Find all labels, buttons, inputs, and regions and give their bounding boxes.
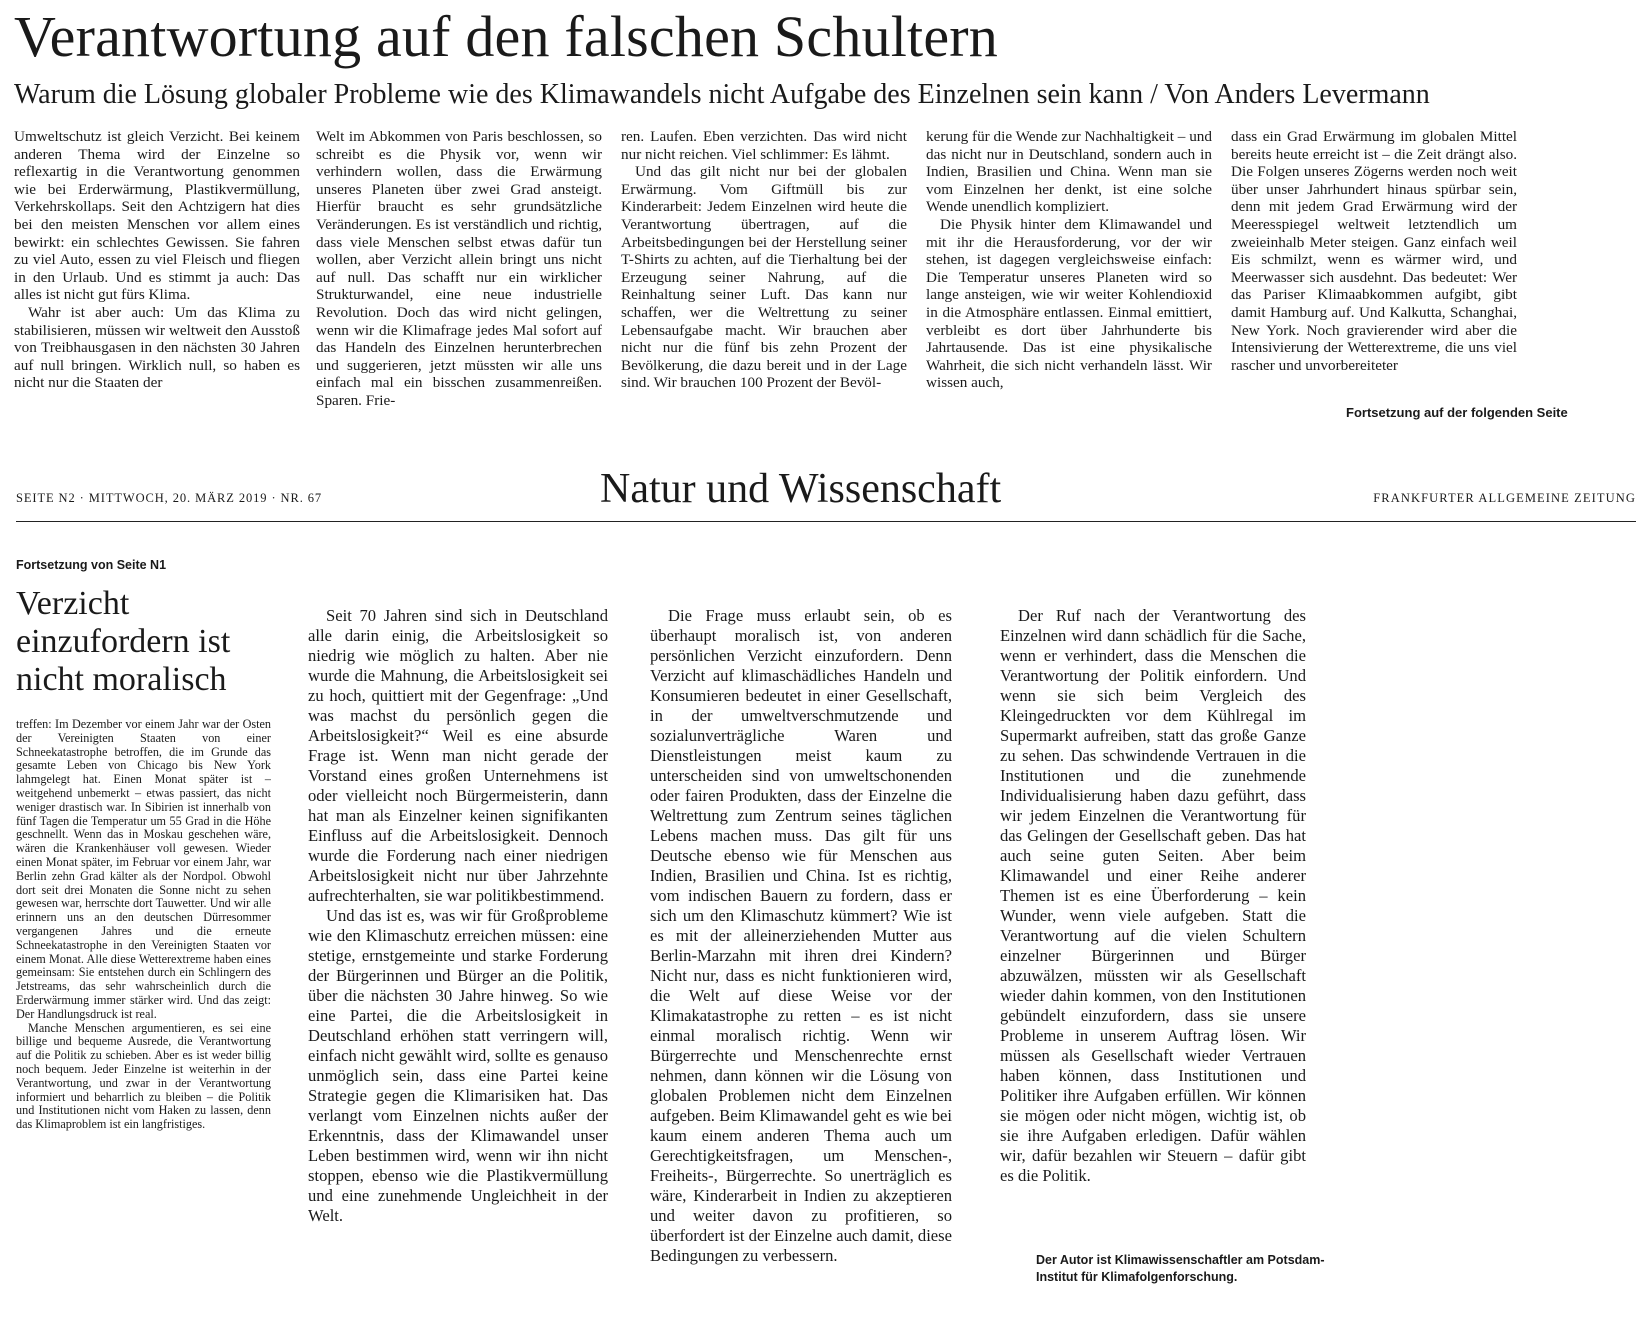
continuation-headline: Verzicht einzufordern ist nicht moralisch (16, 585, 231, 698)
paragraph: Manche Menschen argumentieren, es sei eine billige und bequeme Ausrede, die Verantwortung auf die Politik zu schieben. Aber es ist weder billig noch bequem. Jeder Einzelne ist weiterhin in der Verantwortung, und zwar in der Verantwortung informiert und beharrlich zu bleiben – die Politik und Institutionen nicht vom Haken zu lassen, denn das Klimaproblem ist ein langfristiges. (16, 1020, 271, 1132)
paragraph: Und das ist es, was wir für Großprobleme wie den Klimaschutz erreichen müssen: eine stetige, ernstgemeinte und starke Forderung der Bürgerinnen und Bürger an die Politik, über die nächsten 30 Jahre hinweg. So wie eine Partei, die die Arbeitslosigkeit in Deutschland erhöhen statt verringern will, einfach nicht gewählt wird, sollte es genauso unmöglich sein, dass eine Partei keine Strategie gegen die Klimarisiken hat. Das verlangt vom Einzelnen nichts außer der Erkenntnis, dass der Klimawandel unser Leben bestimmen wird, wenn wir ihn nicht stoppen, ebenso wie die Plastikvermüllung und eine zunehmende Ungleichheit in der Welt. (308, 906, 608, 1225)
continuation-column-3 (650, 606, 952, 1306)
running-head (16, 463, 1636, 522)
continuation-column-4 (1000, 606, 1306, 1246)
top-column-2 (316, 128, 602, 424)
continued-from-note: Fortsetzung von Seite N1 (16, 558, 167, 572)
paragraph: kerung für die Wende zur Nachhaltigkeit – und das nicht nur in Deutschland, sondern auch in Indien, Brasilien und China. Wenn man sie vom Einzelnen her denkt, ist eine solche Wende unendlich kompliziert. (926, 128, 1212, 216)
author-note: Der Autor ist Klimawissenschaftler am Potsdam-Institut für Klimafolgenforschung. (1036, 1253, 1325, 1284)
paragraph: Die Physik hinter dem Klimawandel und mit ihr die Herausforderung, vor der wir stehen, ist dagegen vergleichsweise einfach: Die Temperatur unseres Planeten wird so lange ansteigen, wie wir weiter Kohlendioxid in die Atmosphäre entlassen. Einmal emittiert, verbleibt es dort über Jahrhunderte bis Jahrtausende. Das ist eine physikalische Wahrheit, die sich nicht verhandeln lässt. Wir wissen auch, (926, 215, 1212, 392)
top-column-3 (621, 128, 907, 424)
page-info: SEITE N2 · MITTWOCH, 20. MÄRZ 2019 · NR. 67 (16, 491, 323, 505)
paragraph: dass ein Grad Erwärmung im globalen Mittel bereits heute erreicht ist – die Zeit drängt also. Die Folgen unseres Zögerns werden noch weit über unser Jahrhundert hinaus spürbar sein, denn mit jedem Grad Erwärmung wird der Meeresspiegel weltweit letztendlich um zweieinhalb Meter steigen. Ganz einfach weil Eis schmilzt, wenn es wärmer wird, und Meerwasser sich ausdehnt. Das bedeutet: Wer das Pariser Klimaabkommen aufgibt, gibt damit Hamburg auf. Und Kalkutta, Schanghai, New York. Noch gravierender wird aber die Intensivierung der Wetterextreme, die uns viel rascher und unvorbereiteter (1231, 128, 1517, 374)
paragraph: Seit 70 Jahren sind sich in Deutschland alle darin einig, die Arbeitslosigkeit so niedrig wie möglich zu halten. Aber nie wurde die Mahnung, die Arbeitslosigkeit sei zu hoch, quittiert mit der Gegenfrage: „Und was machst du persönlich gegen die Arbeitslosigkeit?“ Weil es eine absurde Frage ist. Wenn man nicht gerade der Vorstand eines großen Unternehmens ist oder vielleicht noch Bürgermeisterin, dann hat man als Einzelner keinen signifikanten Einfluss auf die Arbeitslosigkeit. Dennoch wurde die Forderung nach einer niedrigen Arbeitslosigkeit nicht nur über Jahrzehnte aufrechterhalten, sie war politikbestimmend. (308, 606, 608, 905)
continuation-column-2 (308, 606, 608, 1306)
paragraph: Und das gilt nicht nur bei der globalen Erwärmung. Vom Giftmüll bis zur Kinderarbeit: Jedem Einzelnen wird heute die Verantwortung übertragen, auf die Arbeitsbedingungen bei der Herstellung seiner T-Shirts zu achten, auf die Tierhaltung bei der Erzeugung seiner Nahrung, auf die Reinhaltung seiner Luft. Das kann nur schaffen, wer die Weltrettung zu seiner Lebensaufgabe macht. Wir brauchen aber nicht nur die fünf bis zehn Prozent der Bevölkerung, die dazu bereit und in der Lage sind. Wir brauchen 100 Prozent der Bevöl- (621, 163, 907, 392)
continued-note: Fortsetzung auf der folgenden Seite (1346, 405, 1568, 420)
paragraph: Welt im Abkommen von Paris beschlossen, so schreibt es die Physik vor, wenn wir verhindern wollen, dass die Erwärmung unseres Planeten über zwei Grad ansteigt. Hierfür braucht es sehr grundsätzliche Veränderungen. Es ist verständlich und richtig, dass viele Menschen selbst etwas dafür tun wollen, aber Verzicht allein bringt uns nicht auf null. Das schafft nur ein wirklicher Strukturwandel, eine neue industrielle Revolution. Doch das wird nicht gelingen, wenn wir die Klimafrage jedes Mal sofort auf das Handeln des Einzelnen herunterbrechen und suggerieren, jetzt müssten wir alle uns einfach mal ein bisschen zusammenreißen. Sparen. Frie- (316, 128, 602, 409)
paragraph: ren. Laufen. Eben verzichten. Das wird nicht nur nicht reichen. Viel schlimmer: Es lähmt. (621, 128, 907, 163)
paragraph: Umweltschutz ist gleich Verzicht. Bei keinem anderen Thema wird der Einzelne so reflexartig in die Verantwortung genommen wie bei Erderwärmung, Plastikvermüllung, Verkehrskollaps. Seit den Achtzigern hat dies bei den meisten Menschen vor allem eines bewirkt: ein schlechtes Gewissen. Sie fahren zu viel Auto, essen zu viel Fleisch und fliegen in den Urlaub. Und es stimmt ja auch: Das alles ist nicht gut fürs Klima. (14, 128, 300, 304)
article-headline: Verantwortung auf den falschen Schultern (14, 4, 999, 69)
paragraph: Der Ruf nach der Verantwortung des Einzelnen wird dann schädlich für die Sache, wenn er verhindert, dass die Menschen die Verantwortung der Politik einfordern. Und wenn sie sich beim Vergleich des Kleingedruckten vor dem Kühlregal im Supermarkt aufreiben, statt das große Ganze zu sehen. Das schwindende Vertrauen in die Institutionen und die zunehmende Individualisierung haben dazu geführt, dass wir jedem Einzelnen die Verantwortung für das Gelingen der Gesellschaft geben. Das hat auch seine guten Seiten. Aber beim Klimawandel und einer Reihe anderer Themen ist es eine Überforderung – kein Wunder, wenn viele aufgeben. Statt die Verantwortung auf die vielen Schultern einzelner Bürgerinnen und Bürger abzuwälzen, müssten wir als Gesellschaft wieder dahin kommen, von den Institutionen gebündelt einzufordern, dass sie unsere Probleme in unserem Auftrag lösen. Wir müssen als Gesellschaft wieder Vertrauen haben können, dass Institutionen und Politiker ihre Aufgaben erfüllen. Wir können sie mögen oder nicht mögen, wichtig ist, ob sie ihre Aufgaben erledigen. Dafür wählen wir, dafür bezahlen wir Steuern – dafür gibt es die Politik. (1000, 606, 1306, 1185)
paragraph: Die Frage muss erlaubt sein, ob es überhaupt moralisch ist, von anderen persönlichen Verzicht einzufordern. Denn Verzicht auf klimaschädliches Handeln und Konsumieren bedeutet in einer Gesellschaft, in der umweltverschmutzende und sozialunverträgliche Waren und Dienstleistungen meist kaum zu unterscheiden sind von umweltschonenden oder fairen Produkten, dass der Einzelne die Weltrettung zum Zentrum seines täglichen Lebens machen muss. Das gilt für uns Deutsche ebenso wie für Menschen aus Indien, Brasilien und China. Ist es richtig, vom indischen Bauern zu fordern, dass er sich um den Klimaschutz kümmert? Wie ist es mit der alleinerziehenden Mutter aus Berlin-Marzahn mit ihren drei Kindern? Nicht nur, dass es nicht funktionieren wird, die Welt auf diese Weise vor der Klimakatastrophe zu retten – es ist nicht einmal moralisch richtig. Wenn wir Bürgerrechte und Menschenrechte ernst nehmen, dann können wir die Lösung von globalen Problemen nicht dem Einzelnen aufgeben. Beim Klimawandel geht es wie bei kaum einem anderen Thema auch um Gerechtigkeitsfragen, um Menschen-, Freiheits-, Bürgerrechte. So unerträglich es wäre, Kinderarbeit in Indien zu akzeptieren und weiter davon zu profitieren, so überfordert ist der Einzelne auch damit, diese Bedingungen zu verbessern. (650, 606, 952, 1265)
continuation-column-1 (16, 718, 271, 1270)
section-title: Natur und Wissenschaft (600, 466, 1002, 512)
top-column-4 (926, 128, 1212, 424)
paragraph: Wahr ist aber auch: Um das Klima zu stabilisieren, müssen wir weltweit den Ausstoß von Treibhausgasen in den nächsten 30 Jahren auf null bringen. Wirklich null, so haben es nicht nur die Staaten der (14, 303, 300, 392)
paragraph: treffen: Im Dezember vor einem Jahr war der Osten der Vereinigten Staaten von einer Schneekatastrophe betroffen, die im Grunde das gesamte Leben von Chicago bis New York lahmgelegt hat. Einen Monat später ist – weitgehend unbemerkt – etwas passiert, das nicht weniger drastisch war. In Sibirien ist innerhalb von fünf Tagen die Temperatur um 55 Grad in die Höhe geschnellt. Wenn das in Moskau geschehen wäre, wären die Krankenhäuser voll gewesen. Wieder einen Monat später, im Februar vor einem Jahr, war Berlin zehn Grad kälter als der Nordpol. Obwohl dort seit drei Monaten die Sonne nicht zu sehen gewesen war, herrschte dort Tauwetter. Und wir alle erinnern uns an den deutschen Dürresommer vergangenen Jahres und die erneute Schneekatastrophe in den Vereinigten Staaten vor einem Monat. Alle diese Wetterextreme haben eines gemeinsam: Sie entstehen durch ein Schlingern des Jetstreams, das sehr wahrscheinlich durch die Erderwärmung immer stärker wird. Und das zeigt: Der Handlungsdruck ist real. (16, 718, 271, 1021)
newspaper-name: FRANKFURTER ALLGEMEINE ZEITUNG (1373, 491, 1636, 505)
top-column-5 (1231, 128, 1517, 400)
top-column-1 (14, 128, 300, 424)
article-subheadline: Warum die Lösung globaler Probleme wie des Klimawandels nicht Aufgabe des Einzelnen sein kann / Von Anders Levermann (14, 79, 1430, 110)
